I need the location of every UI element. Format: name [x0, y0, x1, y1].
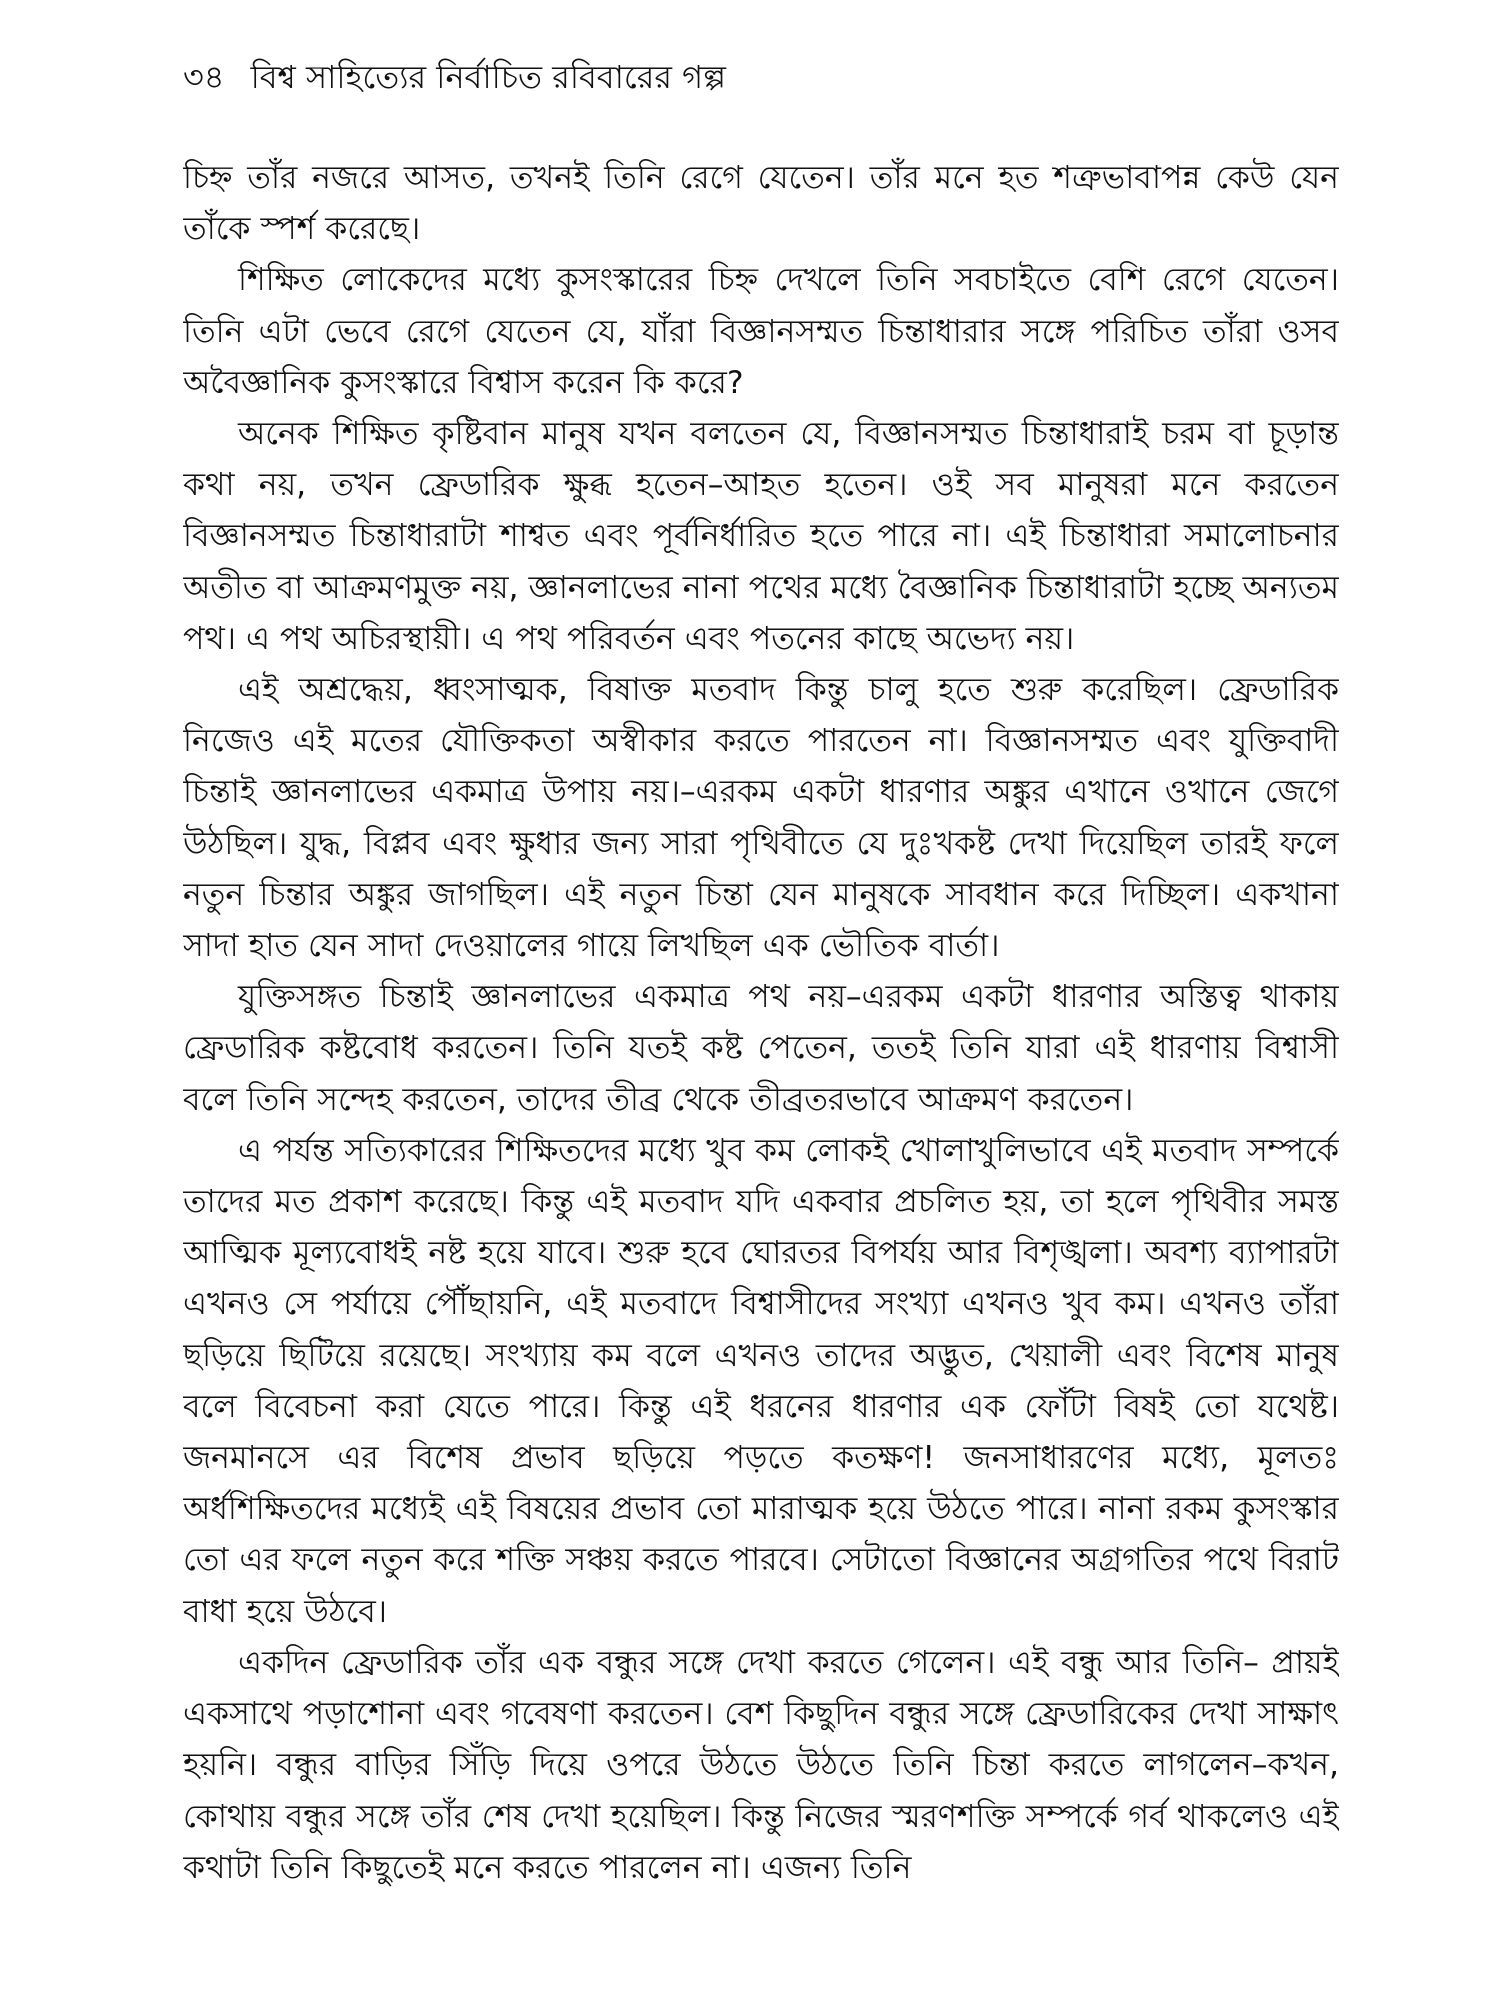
- paragraph: এ পর্যন্ত সত্যিকারের শিক্ষিতদের মধ্যে খুব কম লোকই খোলাখুলিভাবে এই মতবাদ সম্পর্কে তাদের মত প্রকাশ করেছে। কিন্তু এই মতবাদ যদি একবার প্রচলিত হয়, তা হলে পৃথিবীর সমস্ত আত্মিক মূল্যবোধই নষ্ট হয়ে যাবে। শুরু হবে ঘোরতর বিপর্যয় আর বিশৃঙ্খলা। অবশ্য ব্যাপারটা এখনও সে পর্যায়ে পৌঁছায়নি, এই মতবাদে বিশ্বাসীদের সংখ্যা এখনও খুব কম। এখনও তাঁরা ছড়িয়ে ছিটিয়ে রয়েছে। সংখ্যায় কম বলে এখনও তাদের অদ্ভুত, খেয়ালী এবং বিশেষ মানুষ বলে বিবেচনা করা যেতে পারে। কিন্তু এই ধরনের ধারণার এক ফোঁটা বিষই তো যথেষ্ট। জনমানসে এর বিশেষ প্রভাব ছড়িয়ে পড়তে কতক্ষণ! জনসাধারণের মধ্যে, মূলতঃ অর্ধশিক্ষিতদের মধ্যেই এই বিষয়ের প্রভাব তো মারাত্মক হয়ে উঠতে পারে। নানা রকম কুসংস্কার তো এর ফলে নতুন করে শক্তি সঞ্চয় করতে পারবে। সেটাতো বিজ্ঞানের অগ্রগতির পথে বিরাট বাধা হয়ে উঠবে।: [183, 1132, 1339, 1630]
- paragraph: অনেক শিক্ষিত কৃষ্টিবান মানুষ যখন বলতেন যে, বিজ্ঞানসম্মত চিন্তাধারাই চরম বা চূড়ান্ত কথা নয়, তখন ফ্রেডারিক ক্ষুব্ধ হতেন–আহত হতেন। ওই সব মানুষরা মনে করতেন বিজ্ঞানসম্মত চিন্তাধারাটা শাশ্বত এবং পূর্বনির্ধারিত হতে পারে না। এই চিন্তাধারা সমালোচনার অতীত বা আক্রমণমুক্ত নয়, জ্ঞানলাভের নানা পথের মধ্যে বৈজ্ঞানিক চিন্তাধারাটা হচ্ছে অন্যতম পথ। এ পথ অচিরস্থায়ী। এ পথ পরিবর্তন এবং পতনের কাছে অভেদ্য নয়।: [183, 416, 1339, 657]
- paragraph: শিক্ষিত লোকেদের মধ্যে কুসংস্কারের চিহ্ন দেখলে তিনি সবচাইতে বেশি রেগে যেতেন। তিনি এটা ভেবে রেগে যেতেন যে, যাঁরা বিজ্ঞানসম্মত চিন্তাধারার সঙ্গে পরিচিত তাঁরা ওসব অবৈজ্ঞানিক কুসংস্কারে বিশ্বাস করেন কি করে?: [183, 262, 1339, 401]
- paragraph: এই অশ্রদ্ধেয়, ধ্বংসাত্মক, বিষাক্ত মতবাদ কিন্তু চালু হতে শুরু করেছিল। ফ্রেডারিক নিজেও এই মতের যৌক্তিকতা অস্বীকার করতে পারতেন না। বিজ্ঞানসম্মত এবং যুক্তিবাদী চিন্তাই জ্ঞানলাভের একমাত্র উপায় নয়।–এরকম একটা ধারণার অঙ্কুর এখানে ওখানে জেগে উঠছিল। যুদ্ধ, বিপ্লব এবং ক্ষুধার জন্য সারা পৃথিবীতে যে দুঃখকষ্ট দেখা দিয়েছিল তারই ফলে নতুন চিন্তার অঙ্কুর জাগছিল। এই নতুন চিন্তা যেন মানুষকে সাবধান করে দিচ্ছিল। একখানা সাদা হাত যেন সাদা দেওয়ালের গায়ে লিখছিল এক ভৌতিক বার্তা।: [183, 672, 1339, 965]
- body-text: [183, 153, 1339, 1973]
- running-header: [183, 52, 1363, 102]
- paragraph: যুক্তিসঙ্গত চিন্তাই জ্ঞানলাভের একমাত্র পথ নয়–এরকম একটা ধারণার অস্তিত্ব থাকায় ফ্রেডারিক কষ্টবোধ করতেন। তিনি যতই কষ্ট পেতেন, ততই তিনি যারা এই ধারণায় বিশ্বাসী বলে তিনি সন্দেহ করতেন, তাদের তীব্র থেকে তীব্রতরভাবে আক্রমণ করতেন।: [183, 979, 1339, 1118]
- page-number: ৩৪: [183, 58, 225, 96]
- paragraph: একদিন ফ্রেডারিক তাঁর এক বন্ধুর সঙ্গে দেখা করতে গেলেন। এই বন্ধু আর তিনি– প্রায়ই একসাথে পড়াশোনা এবং গবেষণা করতেন। বেশ কিছুদিন বন্ধুর সঙ্গে ফ্রেডারিকের দেখা সাক্ষাৎ হয়নি। বন্ধুর বাড়ির সিঁড়ি দিয়ে ওপরে উঠতে উঠতে তিনি চিন্তা করতে লাগলেন–কখন, কোথায় বন্ধুর সঙ্গে তাঁর শেষ দেখা হয়েছিল। কিন্তু নিজের স্মরণশক্তি সম্পর্কে গর্ব থাকলেও এই কথাটা তিনি কিছুতেই মনে করতে পারলেন না। এজন্য তিনি: [183, 1644, 1339, 1886]
- paragraph-continued: চিহ্ন তাঁর নজরে আসত, তখনই তিনি রেগে যেতেন। তাঁর মনে হত শত্রুভাবাপন্ন কেউ যেন তাঁকে স্পর্শ করেছে।: [183, 160, 1339, 248]
- book-title: বিশ্ব সাহিত্যের নির্বাচিত রবিবারের গল্প: [250, 58, 726, 96]
